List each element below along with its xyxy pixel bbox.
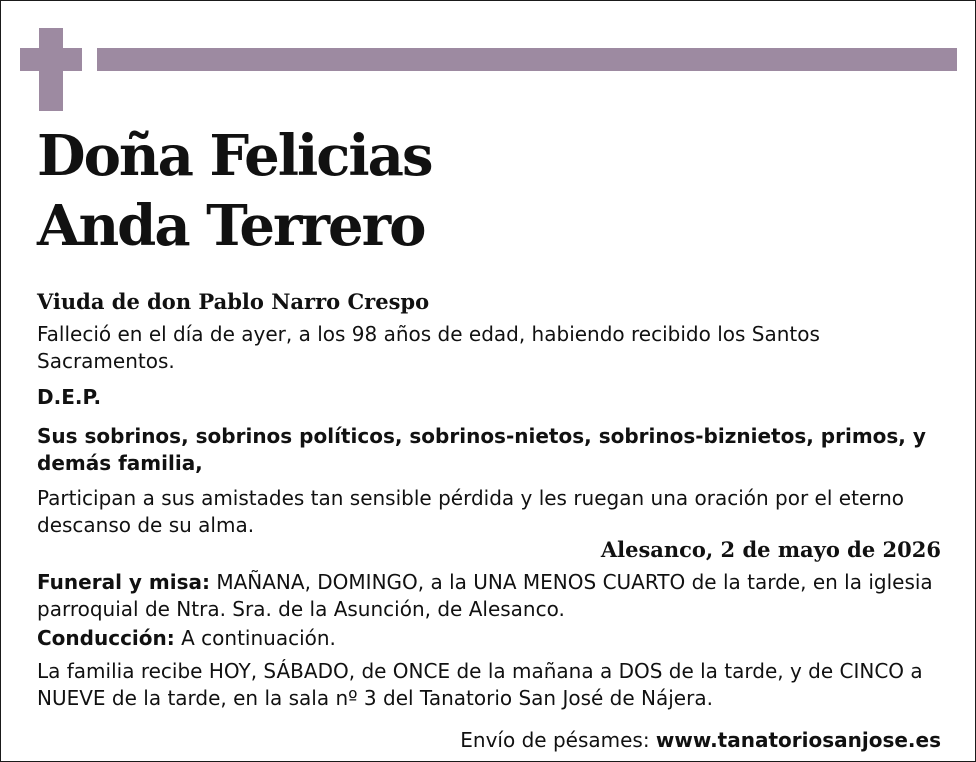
conduccion-info <box>37 625 336 652</box>
funeral-label: Funeral y misa: <box>37 570 210 594</box>
death-notice: Falleció en el día de ayer, a los 98 años de edad, habiendo recibido los Santos Sacramentos. <box>37 322 820 373</box>
announcement: Participan a sus amistades tan sensible pérdida y les ruegan una oración por el eterno descanso de su alma. <box>37 486 904 537</box>
deceased-name <box>37 121 431 261</box>
funeral-info <box>37 569 947 623</box>
condolences <box>460 727 941 754</box>
family-list: Sus sobrinos, sobrinos políticos, sobrinos-nietos, sobrinos-biznietos, primos, y demás familia, <box>37 424 926 475</box>
header-rule <box>97 48 957 71</box>
widow-of: Viuda de don Pablo Narro Crespo <box>37 289 430 314</box>
cross-icon-arm <box>20 48 82 71</box>
conduccion-text: A continuación. <box>174 626 336 650</box>
dep-label: D.E.P. <box>37 385 102 409</box>
deceased-name-line1: Doña Felicias <box>37 123 432 189</box>
condolences-website-link[interactable]: www.tanatoriosanjose.es <box>655 728 941 752</box>
condolences-label: Envío de pésames: <box>460 728 656 752</box>
place-date: Alesanco, 2 de mayo de 2026 <box>600 537 941 562</box>
deceased-name-line2: Anda Terrero <box>37 193 425 259</box>
conduccion-label: Conducción: <box>37 626 175 650</box>
funeral-text: MAÑANA, DOMINGO, a la UNA MENOS CUARTO de la tarde, en la iglesia parroquial de Ntra. Sra. de la Asunción, de Alesanco. <box>37 570 933 621</box>
reception-info: La familia recibe HOY, SÁBADO, de ONCE de la mañana a DOS de la tarde, y de CINCO a NUEVE de la tarde, en la sala nº 3 del Tanatorio San José de Nájera. <box>37 659 923 710</box>
